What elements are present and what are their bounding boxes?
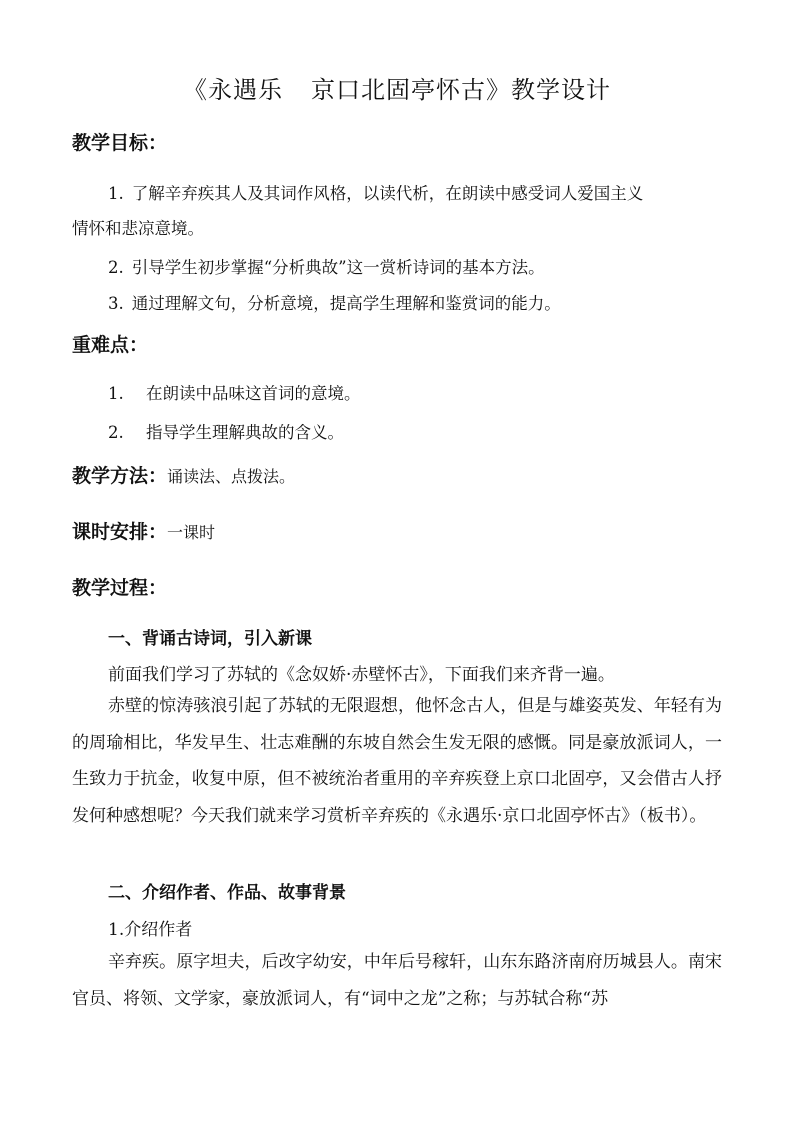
- key-point-item-2-num: 2.: [108, 423, 124, 442]
- objective-item-1-text-line1: 了解辛弃疾其人及其词作风格，以读代析，在朗读中感受词人爱国主义: [131, 184, 644, 203]
- section-1-title: 一、背诵古诗词，引入新课: [108, 629, 312, 649]
- method-row: [72, 461, 295, 488]
- objective-item-1: [108, 180, 643, 204]
- schedule-value: 一课时: [167, 523, 216, 542]
- objective-item-3-num: 3.: [108, 294, 124, 313]
- method-value: 诵读法、点拨法。: [167, 467, 296, 486]
- method-heading: 教学方法：: [72, 465, 168, 487]
- key-point-item-2-text: 指导学生理解典故的含义。: [146, 423, 344, 442]
- section-2-title: 二、介绍作者、作品、故事背景: [108, 883, 346, 903]
- section-1-paragraph-2: 赤壁的惊涛骇浪引起了苏轼的无限遐想，他怀念古人，但是与雄姿英发、年轻有为的周瑜相比，华发早生、壮志难酬的东坡自然会生发无限的感慨。同是豪放派词人，一生致力于抗金，收复中原，但不被统治者重用的辛弃疾登上京口北固亭，又会借古人抒发何种感想呢？今天我们就来学习赏析辛弃疾的《永遇乐·京口北固亭怀古》（板书）。: [72, 696, 722, 826]
- schedule-row: [72, 517, 215, 544]
- section-1-paragraph-1: 前面我们学习了苏轼的《念奴娇·赤壁怀古》，下面我们来齐背一遍。: [108, 665, 615, 685]
- process-heading: 教学过程：: [72, 577, 168, 599]
- objective-item-2: [108, 254, 545, 278]
- key-point-item-2: [108, 419, 344, 443]
- key-point-item-1-num: 1.: [108, 384, 124, 403]
- schedule-heading: 课时安排：: [72, 521, 168, 543]
- section-2-subtitle: 1.介绍作者: [108, 920, 193, 940]
- objective-item-3-text: 通过理解文句，分析意境，提高学生理解和鉴赏词的能力。: [131, 294, 561, 313]
- objective-item-2-text: 引导学生初步掌握“分析典故”这一赏析诗词的基本方法。: [131, 258, 545, 277]
- key-point-item-1: [108, 380, 361, 404]
- objective-item-2-num: 2.: [108, 258, 124, 277]
- section-2-paragraph-1: 辛弃疾。原字坦夫，后改字幼安，中年后号稼轩，山东东路济南府历城县人。南宋官员、将领、文学家，豪放派词人，有“词中之龙”之称；与苏轼合称“苏: [72, 952, 722, 1009]
- title-part-2: 京口北固亭怀古》教学设计: [311, 76, 611, 104]
- key-point-item-1-text: 在朗读中品味这首词的意境。: [146, 384, 361, 403]
- objective-item-1-num: 1.: [108, 184, 124, 203]
- objective-item-1-line2: 情怀和悲凉意境。: [72, 219, 204, 238]
- objective-item-3: [108, 290, 561, 314]
- objectives-heading: 教学目标：: [72, 132, 168, 154]
- key-points-heading: 重难点：: [72, 334, 149, 356]
- document-title: [0, 70, 794, 105]
- title-part-1: 《永遇乐: [183, 76, 283, 104]
